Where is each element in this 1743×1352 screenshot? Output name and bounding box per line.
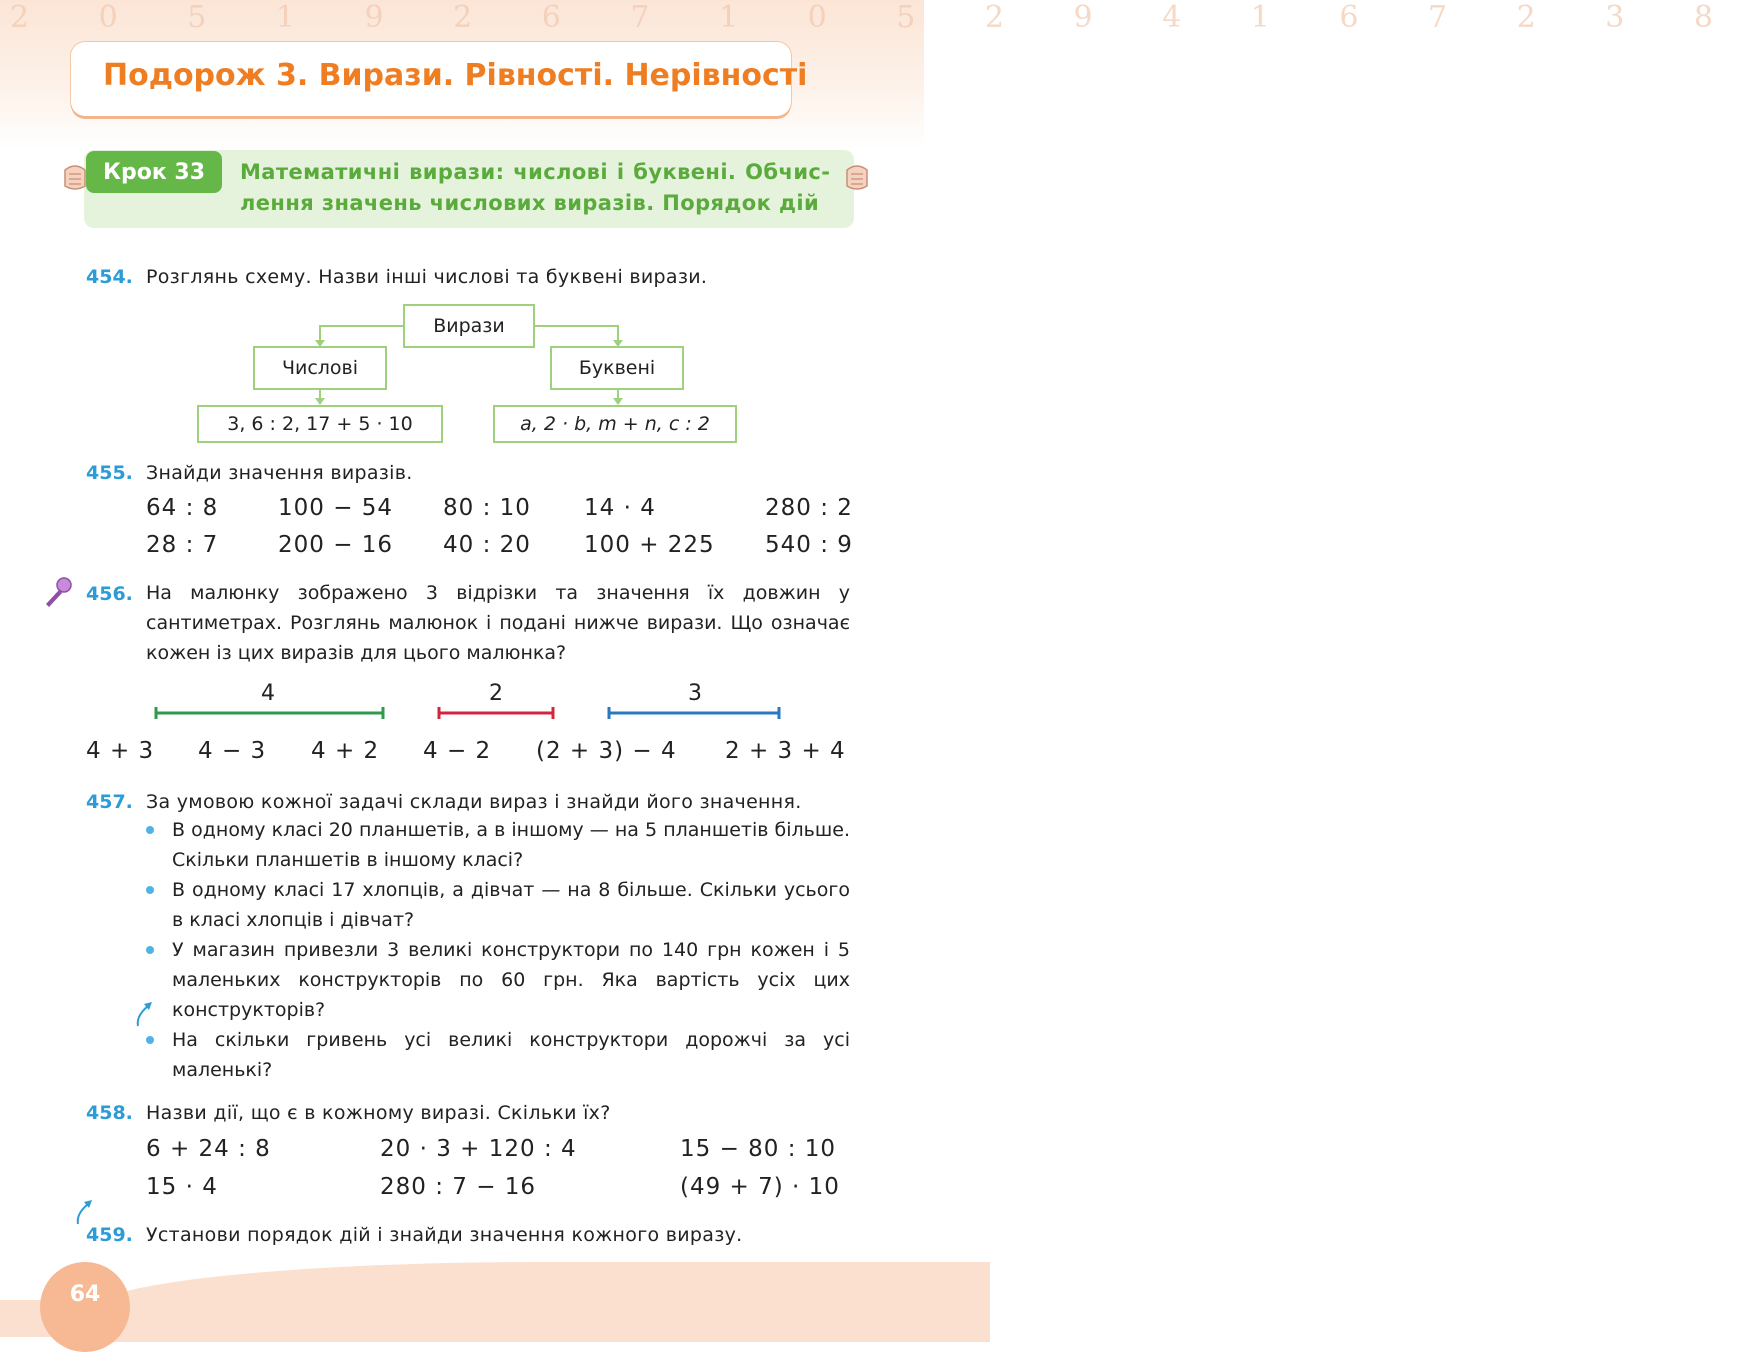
expression: 4 + 2 [311, 738, 380, 764]
expression: 20 · 3 + 120 : 4 [380, 1136, 577, 1162]
expression: (49 + 7) · 10 [680, 1174, 840, 1200]
expression: 2 + 3 + 4 [725, 738, 846, 764]
diagram-node-literal: Буквені [550, 346, 684, 390]
step-title: Математичні вирази: числові і буквені. Обчислення значень числових виразів. Порядок дій [240, 160, 830, 215]
expression: 15 · 4 [146, 1174, 218, 1200]
expression: 80 : 10 [443, 495, 531, 521]
expression: 4 + 3 [86, 738, 155, 764]
segments-figure [0, 700, 924, 724]
bullet-dot [146, 826, 154, 834]
chapter-title: Подорож 3. Вирази. Рівності. Нерівності [103, 58, 808, 93]
task-number-457: 457. [86, 791, 133, 813]
expression: 28 : 7 [146, 532, 219, 558]
page-number-circle [40, 1262, 130, 1352]
list-item: В одному класі 20 планшетів, а в іншому — на 5 планшетів більше. Скільки планшетів в іншому класі? [172, 819, 850, 871]
bullet-dot [146, 1036, 154, 1044]
decorative-digits: 2 0 5 1 9 2 6 7 1 0 5 2 9 4 1 6 7 2 3 8 [10, 0, 1743, 35]
expression: 64 : 8 [146, 495, 219, 521]
task-459-text: Установи порядок дій і знайди значення кожного виразу. [146, 1224, 743, 1246]
task-number-459: 459. [86, 1224, 133, 1246]
expression: 200 − 16 [278, 532, 394, 558]
bullet-dot [146, 886, 154, 894]
footer-band [0, 1300, 924, 1337]
task-number-456: 456. [86, 583, 133, 605]
expression: 40 : 20 [443, 532, 531, 558]
task-number-458: 458. [86, 1102, 133, 1124]
segment-length-label: 3 [688, 681, 702, 706]
diagram-numeric-examples: 3, 6 : 2, 17 + 5 · 10 [197, 405, 443, 443]
task-456-text: На малюнку зображено 3 відрізки та значення їх довжин у сантиметрах. Розглянь малюнок і подані нижче вирази. Що означає кожен із цих виразів для цього малюнка? [146, 582, 850, 664]
expression: 14 · 4 [584, 495, 656, 521]
task-457-text: За умовою кожної задачі склади вираз і знайди його значення. [146, 791, 802, 813]
step-badge: Крок 33 [86, 151, 222, 193]
task-454-text: Розглянь схему. Назви інші числові та буквені вирази. [146, 266, 708, 288]
expression: 4 − 2 [423, 738, 492, 764]
task-458-text: Назви дії, що є в кожному виразі. Скільки їх? [146, 1102, 611, 1124]
expression: 6 + 24 : 8 [146, 1136, 271, 1162]
expression: 280 : 7 − 16 [380, 1174, 537, 1200]
microphone-icon [40, 576, 74, 610]
list-item: У магазин привезли 3 великі конструктори по 140 грн кожен і 5 маленьких конструкторів по 60 грн. Яка вартість усіх цих конструкторів? [172, 939, 850, 1021]
expression: 4 − 3 [198, 738, 267, 764]
segment-length-label: 2 [489, 681, 503, 706]
difficulty-mark-icon [134, 1000, 156, 1028]
task-number-455: 455. [86, 462, 133, 484]
diagram-literal-examples: a, 2 · b, m + n, c : 2 [493, 405, 737, 443]
expression: 100 − 54 [278, 495, 394, 521]
diagram-root-expressions: Вирази [403, 304, 535, 348]
list-item: В одному класі 17 хлопців, а дівчат — на 8 більше. Скільки усього в класі хлопців і дівчат? [172, 879, 850, 931]
expression: 15 − 80 : 10 [680, 1136, 837, 1162]
expression: 280 : 2 [765, 495, 853, 521]
diagram-node-numeric: Числові [253, 346, 387, 390]
task-455-text: Знайди значення виразів. [146, 462, 413, 484]
diagram-connectors [0, 0, 1743, 460]
expression: 540 : 9 [765, 532, 853, 558]
task-number-454: 454. [86, 266, 133, 288]
bullet-dot [146, 946, 154, 954]
difficulty-mark-icon [74, 1198, 96, 1226]
list-item: На скільки гривень усі великі конструктори дорожчі за усі маленькі? [172, 1029, 850, 1081]
expression: 100 + 225 [584, 532, 715, 558]
expression: (2 + 3) − 4 [536, 738, 677, 764]
segment-length-label: 4 [261, 681, 275, 706]
page-number: 64 [69, 1282, 101, 1307]
